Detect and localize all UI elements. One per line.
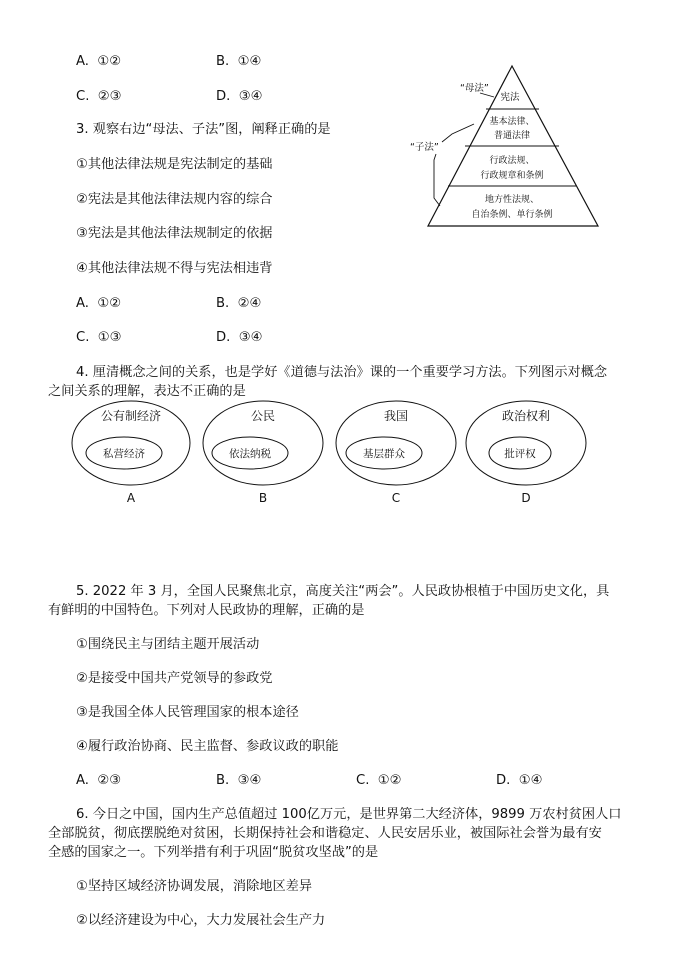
level-admin-line2: 行政规章和条例 xyxy=(480,171,544,181)
q2-option-a: A. ①② xyxy=(76,54,122,69)
law-pyramid-diagram xyxy=(400,60,610,232)
q5-option-c: C. ①② xyxy=(356,773,402,788)
mother-law-label: “母法” xyxy=(460,83,489,94)
diagram-a-outer-label: 公有制经济 xyxy=(100,409,162,423)
diagram-c-outer-label: 我国 xyxy=(383,409,409,423)
level-constitution: 宪法 xyxy=(500,92,520,103)
child-law-label: “子法” xyxy=(410,142,439,153)
level-basic-law-line2: 普通法律 xyxy=(493,131,531,141)
q5-stem-line2: 有鲜明的中国特色。下列对人民政协的理解，正确的是 xyxy=(48,603,365,618)
q2-option-c: C. ②③ xyxy=(76,89,122,104)
q5-statement-1: ①围绕民主与团结主题开展活动 xyxy=(76,637,260,652)
diagram-c xyxy=(336,401,456,505)
q3-statement-3: ③宪法是其他法律法规制定的依据 xyxy=(76,226,273,241)
q6-stem-line2: 全部脱贫，彻底摆脱绝对贫困，长期保持社会和谐稳定、人民安居乐业，被国际社会誉为最有安 xyxy=(48,826,602,841)
level-local-line1: 地方性法规、 xyxy=(484,195,540,205)
q3-statement-2: ②宪法是其他法律法规内容的综合 xyxy=(76,192,273,207)
q4-stem-line2: 之间关系的理解，表达不正确的是 xyxy=(48,384,246,399)
q3-option-b: B. ②④ xyxy=(216,296,262,311)
diagram-b-inner-label: 依法纳税 xyxy=(229,448,271,460)
q5-statement-2: ②是接受中国共产党领导的参政党 xyxy=(76,671,273,686)
level-local-line2: 自治条例、单行条例 xyxy=(471,210,553,220)
q3-option-a: A. ①② xyxy=(76,296,122,311)
diagram-b xyxy=(203,401,323,505)
q5-option-a: A. ②③ xyxy=(76,773,122,788)
diagram-c-inner-label: 基层群众 xyxy=(363,448,405,460)
q6-statement-2: ②以经济建设为中心，大力发展社会生产力 xyxy=(76,913,326,928)
q5-option-d: D. ①④ xyxy=(496,773,543,788)
q5-statement-3: ③是我国全体人民管理国家的根本途径 xyxy=(76,705,299,720)
concept-diagrams xyxy=(66,398,662,506)
q4-stem-line1: 4. 厘清概念之间的关系，也是学好《道德与法治》课的一个重要学习方法。下列图示对概念 xyxy=(76,365,608,380)
q5-option-b: B. ③④ xyxy=(216,773,262,788)
diagram-a xyxy=(72,401,190,505)
q6-stem-line1: 6. 今日之中国，国内生产总值超过 100亿万元，是世界第二大经济体，9899 万农村贫困人口 xyxy=(76,807,622,822)
q6-statement-1: ①坚持区域经济协调发展，消除地区差异 xyxy=(76,879,313,894)
q5-statement-4: ④履行政治协商、民主监督、参政议政的职能 xyxy=(76,739,339,754)
q3-statement-4: ④其他法律法规不得与宪法相违背 xyxy=(76,261,273,276)
child-law-bracket-top xyxy=(442,124,474,142)
q6-stem-line3: 全感的国家之一。下列举措有利于巩固“脱贫攻坚战”的是 xyxy=(48,845,379,860)
diagram-a-letter: A xyxy=(126,491,136,505)
diagram-d xyxy=(466,401,586,505)
q3-option-c: C. ①③ xyxy=(76,330,122,345)
q3-option-d: D. ③④ xyxy=(216,330,263,345)
diagram-b-outer-label: 公民 xyxy=(250,409,276,423)
diagram-d-inner-label: 批评权 xyxy=(504,448,536,460)
level-admin-line1: 行政法规、 xyxy=(489,156,535,166)
q3-statement-1: ①其他法律法规是宪法制定的基础 xyxy=(76,157,273,172)
child-law-bracket-bottom xyxy=(434,154,440,206)
q2-option-b: B. ①④ xyxy=(216,54,262,69)
diagram-a-inner-label: 私营经济 xyxy=(103,448,145,460)
diagram-d-outer-label: 政治权利 xyxy=(501,409,551,423)
diagram-c-letter: C xyxy=(391,491,401,505)
q3-stem: 3. 观察右边“母法、子法”图，阐释正确的是 xyxy=(76,122,331,137)
diagram-d-letter: D xyxy=(521,491,531,505)
q5-stem-line1: 5. 2022 年 3 月，全国人民聚焦北京，高度关注“两会”。人民政协根植于中国历史文化，具 xyxy=(76,584,610,599)
diagram-b-letter: B xyxy=(258,491,268,505)
level-basic-law-line1: 基本法律、 xyxy=(489,117,535,127)
q2-option-d: D. ③④ xyxy=(216,89,263,104)
